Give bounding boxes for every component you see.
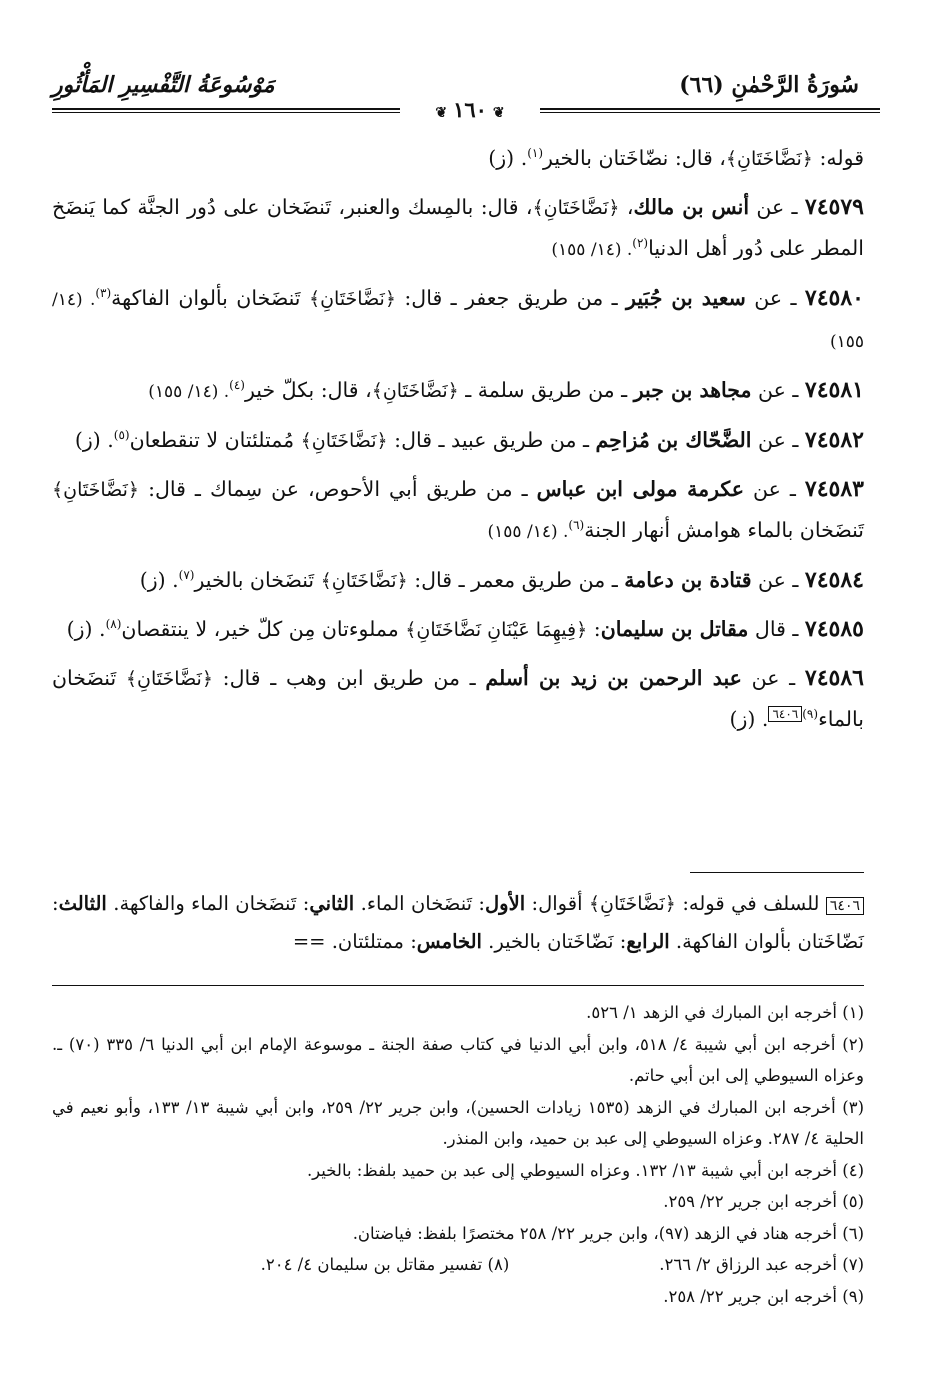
quran-quote: ﴿فِيهِمَا عَيْنَانِ نَضَّاخَتَانِ﴾ (405, 619, 588, 641)
text: ـ عن (744, 477, 805, 501)
text: ـ من طريق سلمة ـ (458, 378, 634, 402)
footnote: (٧) أخرجه عبد الرزاق ٢/ ٢٦٦. (659, 1255, 864, 1274)
text: . (ز) (488, 146, 528, 170)
quran-quote: ﴿نَضَّاخَتَانِ﴾ (725, 148, 813, 170)
text: : نَضّاخَتان بألوان الفاكهة. (52, 892, 864, 953)
narration-number: ٧٤٥٨٤ (804, 567, 864, 593)
text: . (ز) (139, 568, 179, 592)
footnote: (٦) أخرجه هناد في الزهد (٩٧)، وابن جرير ٢٢/ ٢٥٨ مختصرًا بلفظ: فياضتان. (352, 1223, 864, 1243)
commentary-number-box: ٦٤٠٦ (826, 897, 864, 915)
narrator-name: أنس بن مالك (633, 195, 750, 219)
page-number (400, 97, 540, 122)
text: تَنضَخان بالماء هوامش أنهار الجنة (584, 518, 864, 542)
text: ، قال: بكلّ خير (244, 378, 372, 402)
text: ـ عن (749, 195, 805, 219)
footnote: (٢) أخرجه ابن أبي شيبة ٤/ ٥١٨، وابن أبي الدنيا في كتاب صفة الجنة ـ موسوعة الإمام ابن أبي الدنيا ٦/ ٣٣٥ (٧٠) ـ. وعزاه السيوطي إلى ابن أبي حاتم. (52, 1034, 865, 1085)
quran-quote: ﴿نَضَّاخَتَانِ﴾ (588, 893, 676, 915)
footnote-ref[interactable]: (٩) (802, 707, 819, 722)
narrator-name: سعيد بن جُبَير (626, 286, 746, 310)
cross-reference: . (١٤/ ١٥٥) (551, 240, 633, 260)
narrator-name: عكرمة مولى ابن عباس (536, 477, 744, 501)
paragraph (52, 278, 864, 362)
text: ـ من طريق عبيد ـ قال: (387, 428, 596, 452)
cross-reference: . (١٤/ ١٥٥) (487, 522, 569, 542)
text: ـ من طريق أبي الأحوص، عن سِماك ـ قال: (139, 477, 537, 501)
footnote: (١) أخرجه ابن المبارك في الزهد ١/ ٥٢٦. (586, 1003, 864, 1022)
narration-number: ٧٤٥٨٠ (804, 285, 864, 311)
text: ـ عن (745, 286, 805, 310)
cross-reference: . (١٤/ ١٥٥) (148, 382, 230, 402)
footnote: (٣) أخرجه ابن المبارك في الزهد (١٥٣٥ زيادات الحسين)، وابن جرير ٢٢/ ٢٥٩، وابن أبي شيبة ١٣/ ١٣٣، وأبو نعيم في الحلية ٤/ ٢٨٧. وعزاه السيوطي إلى عبد بن حميد، وابن المنذر. (52, 1097, 864, 1148)
quran-quote: ﴿نَضَّاخَتَانِ﴾ (125, 668, 213, 690)
text: قوله: (812, 146, 864, 170)
narration-number: ٧٤٥٨١ (804, 377, 864, 403)
quran-quote: ﴿نَضَّاخَتَانِ﴾ (300, 430, 388, 452)
paragraph (52, 609, 864, 650)
text: : ممتلئتان. == (292, 930, 417, 953)
footnote: (٨) تفسير مقاتل بن سليمان ٤/ ٢٠٤. (260, 1255, 510, 1274)
commentary-separator (690, 872, 864, 873)
paragraph (52, 560, 864, 601)
page-number-text: ١٦٠ (453, 97, 487, 122)
footnote-separator (52, 985, 864, 986)
quran-quote: ﴿نَضَّاخَتَانِ﴾ (52, 479, 140, 501)
footnote-ref[interactable]: (٣) (95, 286, 112, 301)
cross-reference: . (١٤/ ١٥٥) (52, 290, 864, 352)
text: ـ من طريق معمر ـ قال: (407, 568, 625, 592)
footnote: (٩) أخرجه ابن جرير ٢٢/ ٢٥٨. (663, 1286, 864, 1306)
text: ـ من طريق ابن وهب ـ قال: (212, 666, 486, 690)
narration-number: ٧٤٥٨٥ (804, 616, 864, 642)
text: ، (619, 195, 634, 219)
book-title-header: مَوْسُوعَةُ التَّفْسِيرِ المَأْثُورِ (52, 72, 275, 98)
main-text (52, 138, 864, 747)
narration-number: ٧٤٥٨٦ (804, 665, 864, 691)
footnote-ref[interactable]: (٨) (105, 617, 122, 632)
text: : (587, 617, 601, 641)
paragraph (52, 370, 864, 412)
quran-quote: ﴿نَضَّاخَتَانِ﴾ (371, 380, 459, 402)
paragraph (52, 420, 864, 461)
text: : تَنضَخان الماء. (354, 892, 485, 915)
quran-quote: ﴿نَضَّاخَتَانِ﴾ (308, 288, 396, 310)
commentary-ref-box[interactable]: ٦٤٠٦ (768, 706, 802, 722)
quran-quote: ﴿نَضَّاخَتَانِ﴾ (320, 570, 408, 592)
footnote-ref[interactable]: (٢) (632, 236, 649, 251)
text: تَنضَخان بالماء (52, 666, 864, 731)
paragraph (52, 469, 864, 552)
surah-header: سُورَةُ الرَّحْمٰنِ (٦٦) (679, 72, 859, 98)
text: . (ز) (729, 707, 769, 731)
text: : تَنضَخان الماء والفاكهة. (106, 892, 310, 915)
paragraph (52, 658, 864, 739)
opinion-label: الأول (485, 892, 526, 915)
footnote: (٥) أخرجه ابن جرير ٢٢/ ٢٥٩. (663, 1192, 864, 1211)
footnote-ref[interactable]: (٦) (568, 518, 585, 533)
narrator-name: مجاهد بن جبر (633, 378, 752, 402)
text: : نَضّاخَتان بالخير. (481, 930, 627, 953)
footnote-ref[interactable]: (٤) (229, 378, 245, 393)
footnote-ref[interactable]: (١) (527, 146, 544, 161)
text: . (ز) (66, 617, 106, 641)
footnotes (52, 997, 864, 1312)
text: للسلف في قوله: (675, 892, 826, 915)
text: ـ عن (751, 568, 805, 592)
text: ـ قال (748, 617, 805, 641)
text: مُمتلئتان لا تنقطعان (129, 428, 301, 452)
text: ، قال: نضّاخَتان بالخير (543, 146, 726, 170)
text: تَنضَخان بألوان الفاكهة (111, 286, 309, 310)
text: ـ عن (741, 666, 805, 690)
narrator-name: قتادة بن دعامة (624, 568, 752, 592)
narration-number: ٧٤٥٨٣ (804, 476, 864, 502)
narrator-name: مقاتل بن سليمان (600, 617, 749, 641)
opinion-label: الثاني (309, 892, 355, 915)
quran-quote: ﴿نَضَّاخَتَانِ﴾ (532, 197, 620, 219)
ornament-icon: ❦ (492, 105, 505, 121)
text: ، قال: بالمِسك والعنبر، تَنضَخان على دُور الجنَّة كما يَنضَخ المطر على دُور أهل الدنيا (52, 195, 864, 260)
text: تَنضَخان بالخير (194, 568, 321, 592)
ornament-icon: ❦ (435, 105, 448, 121)
opinion-label: الخامس (416, 930, 482, 953)
commentary-note (52, 885, 864, 961)
paragraph (52, 187, 864, 270)
text: . (ز) (74, 428, 114, 452)
opinion-label: الرابع (626, 930, 670, 953)
text: ـ عن (751, 378, 805, 402)
footnote-ref[interactable]: (٧) (178, 568, 195, 583)
narrator-name: عبد الرحمن بن زيد بن أسلم (485, 666, 742, 690)
opinion-label: الثالث (58, 892, 107, 915)
paragraph (52, 138, 864, 179)
footnote: (٤) أخرجه ابن أبي شيبة ١٣/ ١٣٢. وعزاه السيوطي إلى عبد بن حميد بلفظ: بالخير. (306, 1160, 864, 1180)
text: ـ من طريق جعفر ـ قال: (395, 286, 627, 310)
text: ـ عن (751, 428, 805, 452)
narration-number: ٧٤٥٨٢ (804, 427, 864, 453)
footnote-ref[interactable]: (٥) (113, 428, 130, 443)
narration-number: ٧٤٥٧٩ (804, 194, 864, 220)
text: أقوال: (525, 892, 589, 915)
text: مملوءتان مِن كلّ خير، لا ينتقصان (121, 617, 406, 641)
footnote-row (52, 1249, 864, 1281)
narrator-name: الضَّحّاك بن مُزاحِم (595, 428, 752, 452)
